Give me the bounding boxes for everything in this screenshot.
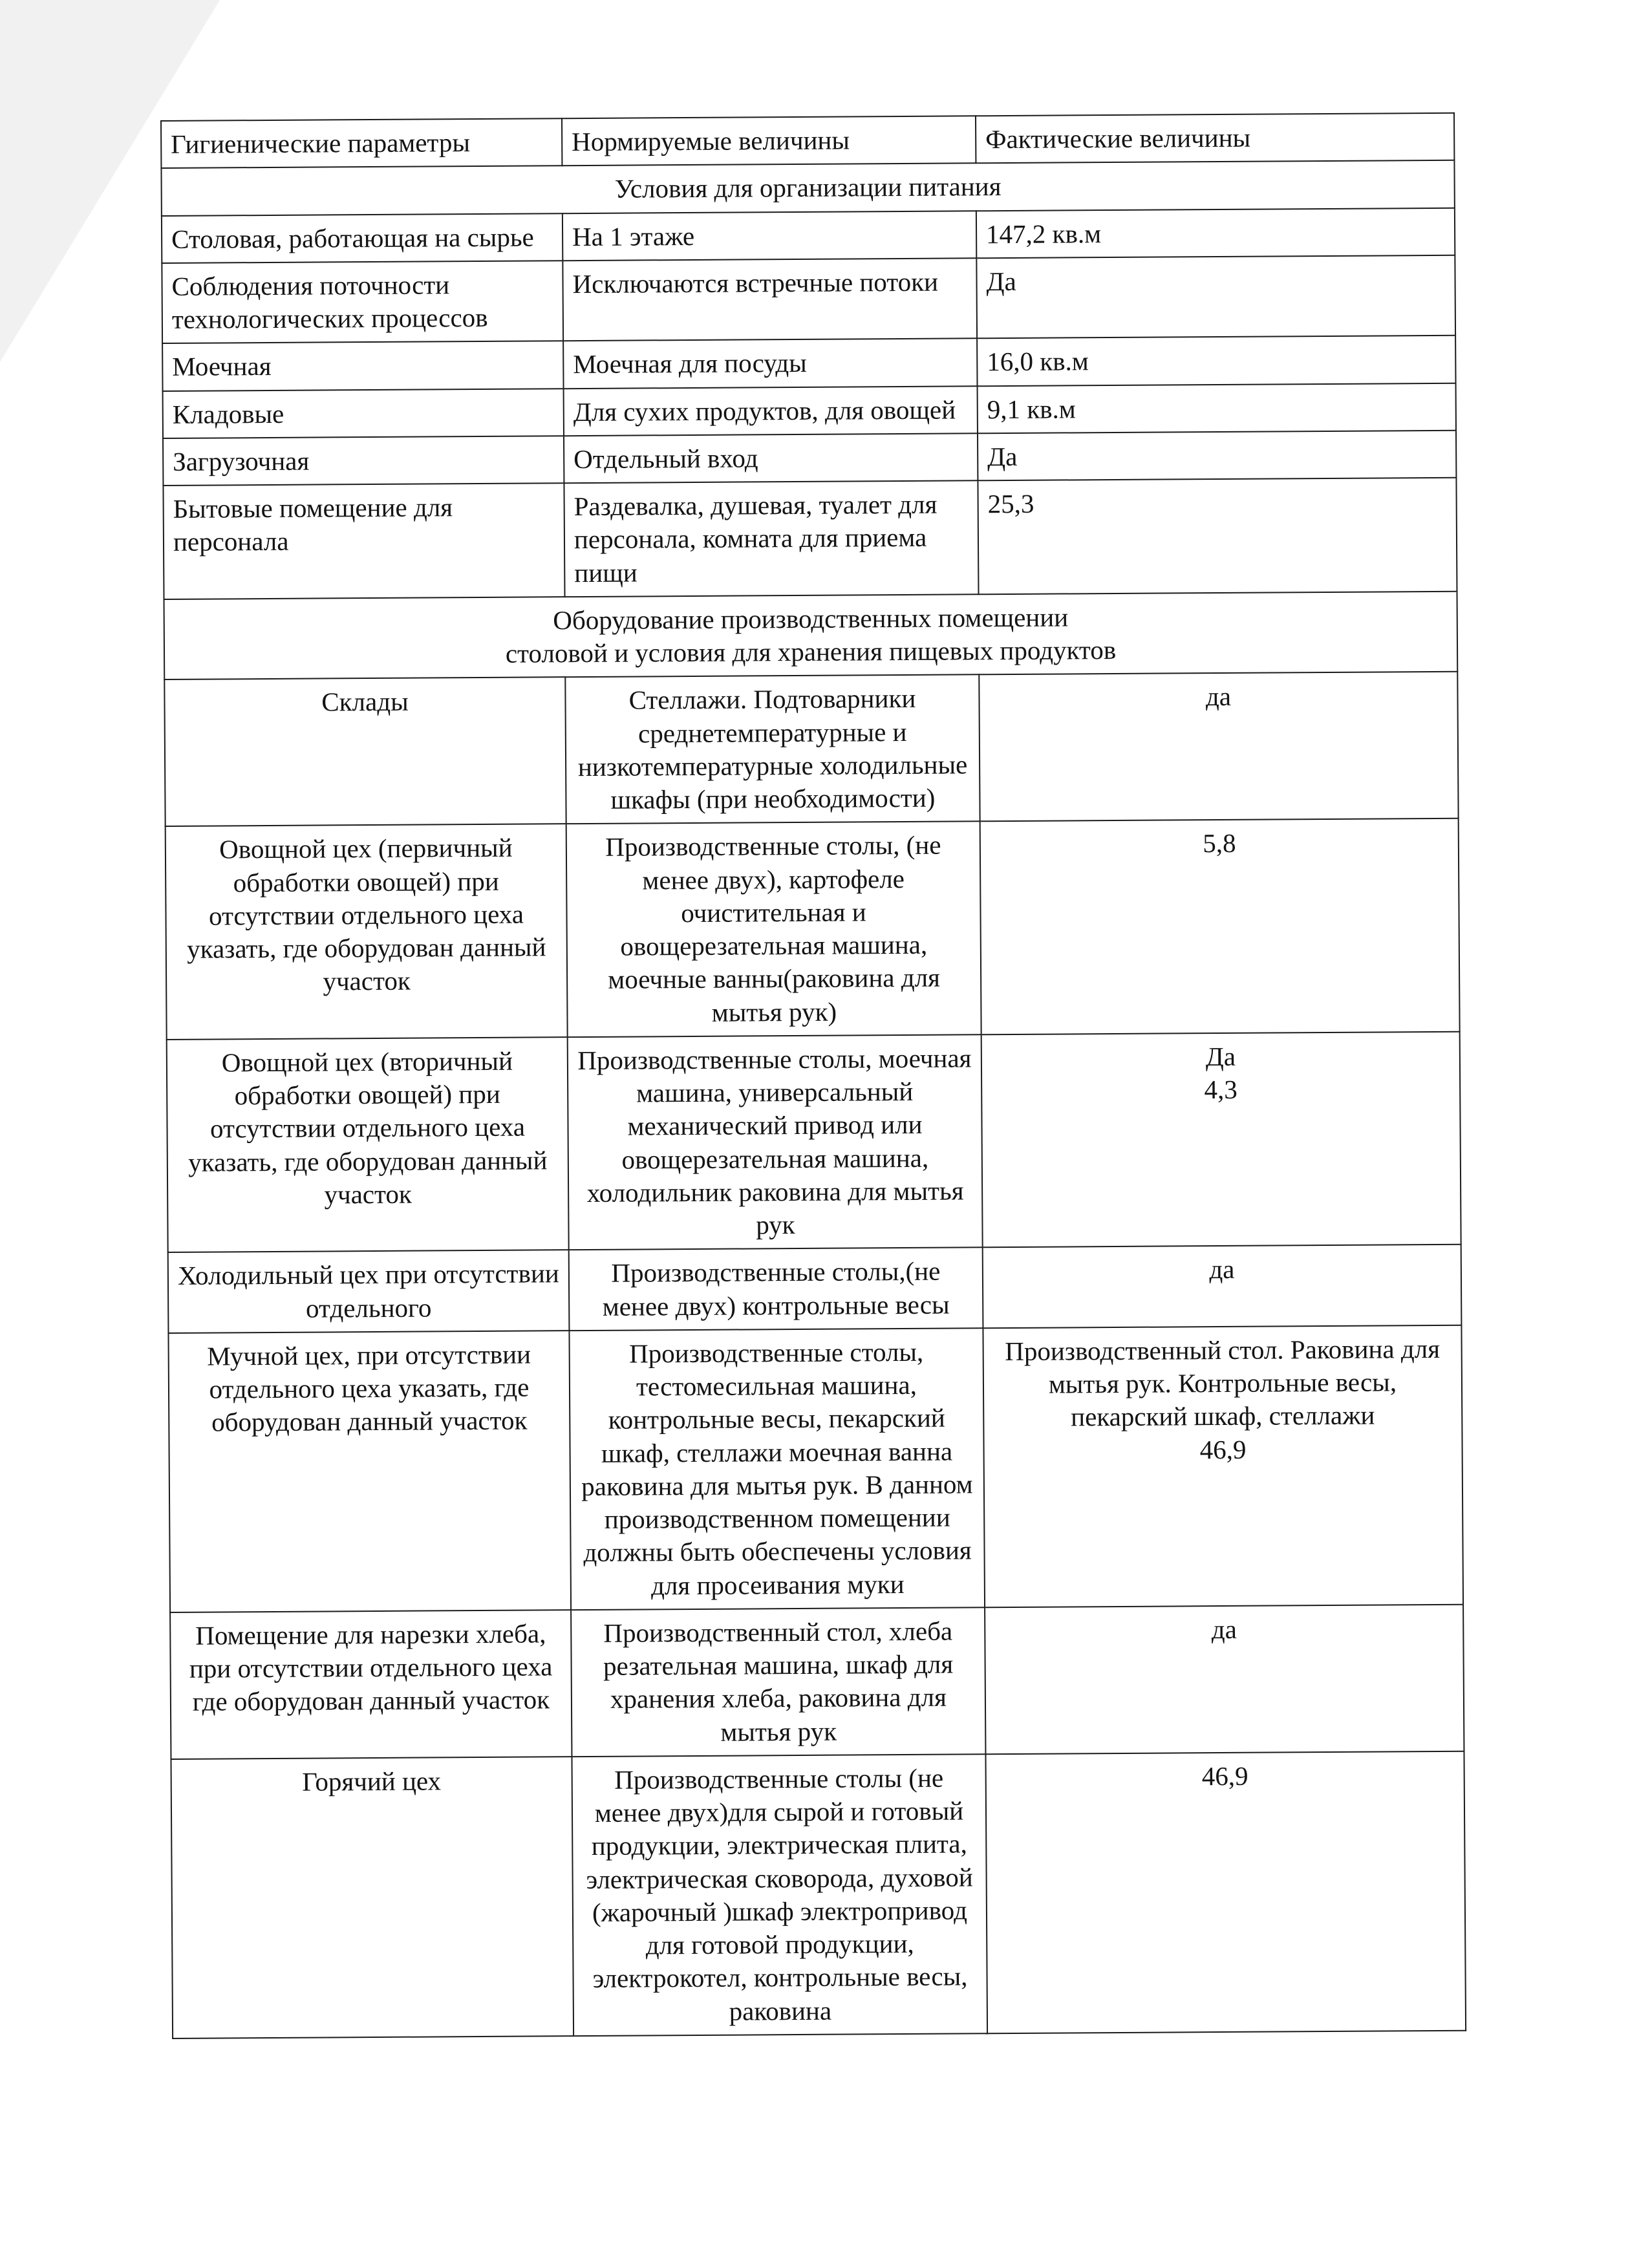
norm-cell: Для сухих продуктов, для овощей: [564, 386, 978, 436]
fact-cell: Да: [976, 255, 1455, 339]
norm-cell: Производственный стол, хлеба резательная машина, шкаф для хранения хлеба, раковина для мытья рук: [571, 1607, 985, 1757]
table-row: [163, 478, 1457, 599]
fact-cell: Да 4,3: [981, 1032, 1461, 1248]
norm-cell: Отдельный вход: [564, 433, 978, 483]
norm-cell: Производственные столы, (не менее двух), картофеле очистительная и овощерезательная машина, моечные ванны(раковина для мытья рук): [566, 822, 981, 1037]
param-cell: Соблюдения поточности технологических процессов: [162, 261, 563, 343]
norm-cell: Моечная для посуды: [563, 339, 977, 389]
section-title-equipment: [164, 592, 1458, 680]
param-cell: Моечная: [162, 341, 563, 390]
param-cell: Загрузочная: [163, 436, 564, 486]
fact-cell: 147,2 кв.м: [976, 208, 1455, 258]
table-header-row: [161, 113, 1454, 168]
fact-cell: да: [983, 1245, 1462, 1328]
param-cell: Овощной цех (первичный обработки овощей) при отсутствии отдельного цеха указать, где оборудован данный участок: [166, 824, 568, 1039]
norm-cell: На 1 этаже: [562, 211, 976, 261]
table-row: [168, 1325, 1463, 1612]
section-title-catering-conditions: Условия для организации питания: [161, 160, 1454, 215]
param-cell: Столовая, работающая на сырье: [162, 213, 562, 263]
table-row: [164, 672, 1458, 826]
fact-cell: 5,8: [980, 818, 1460, 1034]
table-row: [163, 431, 1456, 486]
table-row: [162, 255, 1455, 344]
param-cell: Горячий цех: [171, 1757, 573, 2038]
section-title-line: столовой и условия для хранения пищевых продуктов: [505, 634, 1117, 669]
param-cell: Склады: [164, 677, 566, 826]
table-row: [171, 1751, 1466, 2038]
table-row: [162, 336, 1455, 390]
fact-cell: да: [979, 672, 1458, 822]
norm-cell: Стеллажи. Подтоварники среднетемпературные и низкотемпературные холодильные шкафы (при необходимости): [565, 675, 980, 824]
fact-cell: 16,0 кв.м: [977, 336, 1455, 386]
norm-cell: Производственные столы (не менее двух)для сырой и готовый продукции, электрическая плита, электрическая сковорода, духовой (жарочный )шкаф электропривод для готовой продукции, электрокотел, контрольные весы, раковина: [572, 1754, 987, 2036]
document-sheet: [160, 112, 1465, 2039]
header-normative-values: Нормируемые величины: [562, 116, 976, 166]
norm-cell: Исключаются встречные потоки: [562, 258, 977, 341]
header-hygiene-parameters: Гигиенические параметры: [161, 118, 562, 168]
param-cell: Помещение для нарезки хлеба, при отсутствии отдельного цеха где оборудован данный участок: [170, 1610, 572, 1759]
param-cell: Мучной цех, при отсутствии отдельного цеха указать, где оборудован данный участок: [168, 1331, 571, 1612]
fact-cell: 46,9: [985, 1751, 1466, 2033]
fact-cell: да: [985, 1604, 1464, 1754]
param-cell: Бытовые помещение для персонала: [163, 483, 564, 599]
section-title-line: Оборудование производственных помещении: [553, 602, 1069, 636]
param-cell: Кладовые: [163, 389, 564, 438]
fact-cell: Производственный стол. Раковина для мытья рук. Контрольные весы, пекарский шкаф, стеллажи 46,9: [983, 1325, 1463, 1607]
norm-cell: Производственные столы, моечная машина, универсальный механический привод или овощерезательная машина, холодильник раковина для мытья рук: [568, 1034, 983, 1250]
table-row: [170, 1604, 1464, 1759]
fact-cell: 25,3: [978, 478, 1457, 594]
section-title-row: [164, 592, 1458, 680]
norm-cell: Производственные столы, тестомесильная машина, контрольные весы, пекарский шкаф, стеллажи моечная ванна раковина для мытья рук. В данном производственном помещении должны быть обеспечены условия для просеивания муки: [569, 1328, 985, 1610]
table-row: [163, 383, 1456, 438]
fact-cell: 9,1 кв.м: [978, 383, 1456, 433]
norm-cell: Раздевалка, душевая, туалет для персонала, комната для приема пищи: [564, 480, 978, 597]
table-row: [167, 1032, 1461, 1253]
section-title-row: [161, 160, 1454, 215]
param-cell: Овощной цех (вторичный обработки овощей) при отсутствии отдельного цеха указать, где оборудован данный участок: [167, 1037, 569, 1252]
table-row: [166, 818, 1460, 1040]
param-cell: Холодильный цех при отсутствии отдельного: [168, 1250, 570, 1332]
norm-cell: Производственные столы,(не менее двух) контрольные весы: [569, 1248, 983, 1331]
header-actual-values: Фактические величины: [976, 113, 1454, 164]
table-row: [162, 208, 1455, 262]
hygiene-parameters-table: [160, 112, 1466, 2039]
table-row: [168, 1245, 1462, 1333]
fact-cell: Да: [978, 431, 1456, 481]
